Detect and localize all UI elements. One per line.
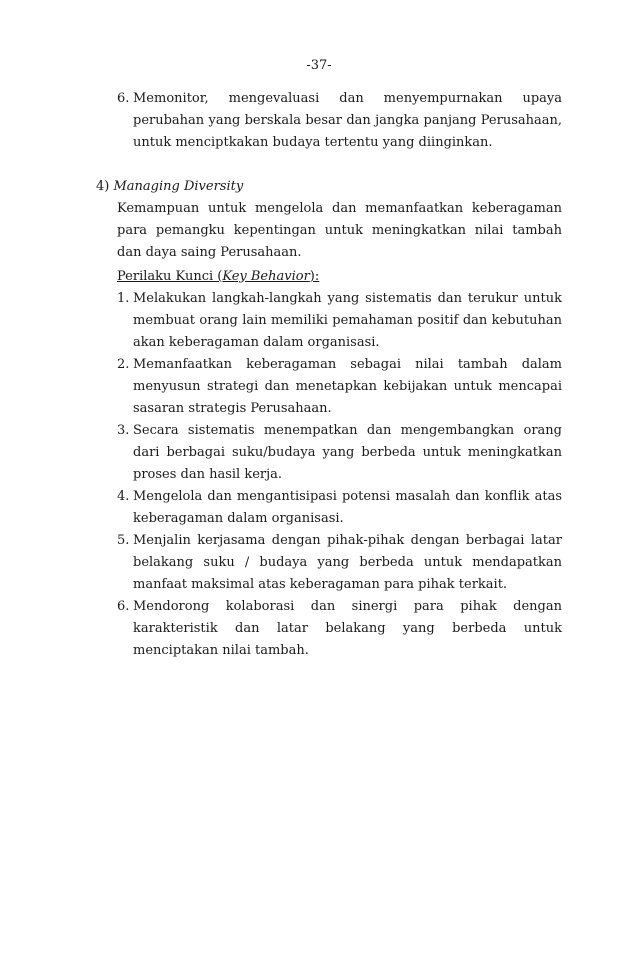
key-behavior-label-end: ): [309, 269, 320, 284]
list-item-text: Mengelola dan mengantisipasi potensi masalah dan konflik atas keberagaman dalam organisasi. [133, 489, 562, 526]
key-behavior-heading [117, 266, 319, 288]
list-item-number: 2. [117, 357, 130, 372]
list-item-prev-6 [117, 88, 562, 154]
list-item-1 [117, 288, 562, 354]
section-title: Managing Diversity [113, 179, 244, 194]
list-item-number: 6. [117, 599, 130, 614]
key-behavior-label: Perilaku Kunci ( [117, 269, 223, 284]
list-item-3 [117, 420, 562, 486]
list-item-6 [117, 596, 562, 662]
list-item-5 [117, 530, 562, 596]
key-behavior-label-italic: Key Behavior [222, 269, 310, 284]
list-item-text: Menjalin kerjasama dengan pihak-pihak dengan berbagai latar belakang suku / budaya yang berbeda untuk mendapatkan manfaat maksimal atas keberagaman para pihak terkait. [133, 533, 562, 592]
list-item-4 [117, 486, 562, 530]
list-item-text: Mendorong kolaborasi dan sinergi para pihak dengan karakteristik dan latar belakang yang berbeda untuk menciptakan nilai tambah. [133, 599, 562, 658]
list-item-number: 5. [117, 533, 130, 548]
list-item-number: 3. [117, 423, 130, 438]
list-item-text: Memanfaatkan keberagaman sebagai nilai tambah dalam menyusun strategi dan menetapkan kebijakan untuk mencapai sasaran strategis Perusahaan. [133, 357, 562, 416]
list-item-text: Secara sistematis menempatkan dan mengembangkan orang dari berbagai suku/budaya yang berbeda untuk meningkatkan proses dan hasil kerja. [133, 423, 562, 482]
list-item-2 [117, 354, 562, 420]
section-heading [96, 176, 243, 198]
list-item-number: 1. [117, 291, 130, 306]
list-item-text: Memonitor, mengevaluasi dan menyempurnakan upaya perubahan yang berskala besar dan jangka panjang Perusahaan, untuk menciptkakan budaya tertentu yang diinginkan. [133, 91, 562, 150]
page-number: -37- [306, 58, 332, 73]
section-number: 4) [96, 179, 110, 194]
list-item-number: 6. [117, 91, 130, 106]
section-description: Kemampuan untuk mengelola dan memanfaatkan keberagaman para pemangku kepentingan untuk meningkatkan nilai tambah dan daya saing Perusahaan. [117, 201, 562, 260]
list-item-text: Melakukan langkah-langkah yang sistematis dan terukur untuk membuat orang lain memiliki pemahaman positif dan kebutuhan akan keberagaman dalam organisasi. [133, 291, 562, 350]
list-item-number: 4. [117, 489, 130, 504]
